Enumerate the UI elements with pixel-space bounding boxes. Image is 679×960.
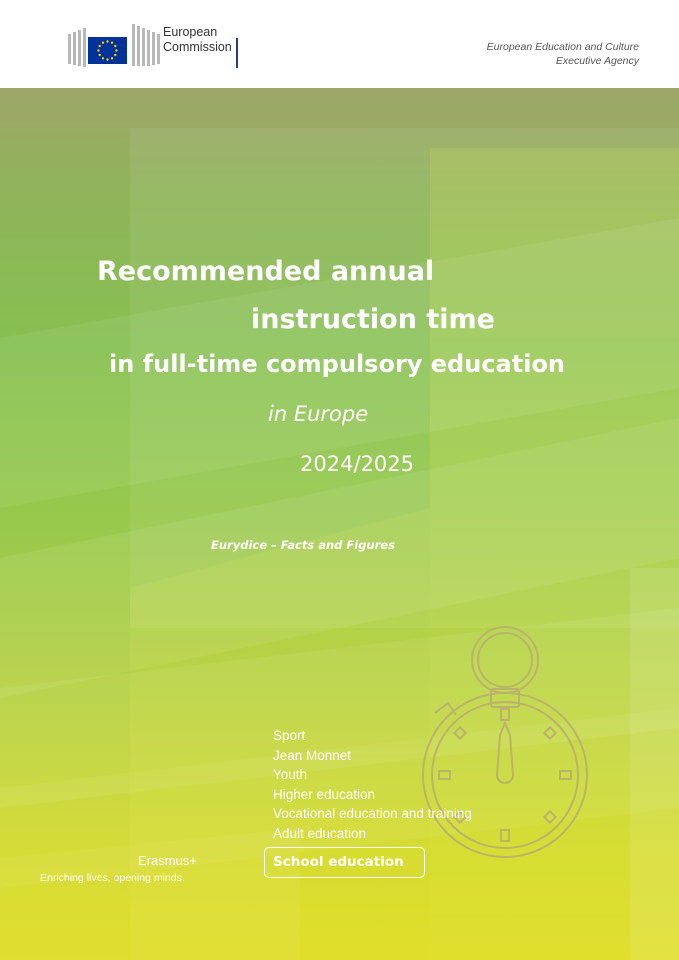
sector-item: Adult education xyxy=(273,825,367,841)
agency-name xyxy=(487,40,639,68)
year: 2024/2025 xyxy=(300,452,414,476)
eu-star xyxy=(97,49,99,51)
eu-star xyxy=(111,57,113,59)
series-name: Eurydice – Facts and Figures xyxy=(211,538,395,552)
eu-star xyxy=(102,42,104,44)
sector-item: Vocational education and training xyxy=(273,806,472,821)
agency-line-1: European Education and Culture xyxy=(486,41,639,53)
sector-list xyxy=(273,726,472,843)
subtitle: in Europe xyxy=(268,402,369,426)
sector-item: Jean Monnet xyxy=(273,747,352,763)
title-line-1: Recommended annual xyxy=(97,256,435,287)
title-line-3: in full-time compulsory education xyxy=(109,350,566,378)
sector-item: Sport xyxy=(273,728,306,743)
eu-star xyxy=(114,54,116,56)
commission-wordmark xyxy=(163,25,232,55)
eu-star xyxy=(106,58,108,60)
sector-item: Higher education xyxy=(273,786,376,802)
eu-star xyxy=(106,40,108,42)
title-line-2: instruction time xyxy=(251,304,495,335)
eu-star xyxy=(111,42,113,44)
programme-tagline: Enriching lives, opening minds. xyxy=(40,872,185,884)
eu-star xyxy=(99,54,101,56)
logo-line-2: Commission xyxy=(163,40,232,54)
eu-flag-icon xyxy=(68,20,160,68)
eu-star xyxy=(99,45,101,47)
eu-star xyxy=(115,49,117,51)
logo-line-1: European xyxy=(163,25,218,39)
eu-star xyxy=(102,57,104,59)
european-commission-logo xyxy=(68,20,243,68)
programme-name: Erasmus+ xyxy=(138,853,197,868)
header xyxy=(0,0,679,88)
logo-divider xyxy=(236,38,238,68)
sector-item: Youth xyxy=(273,767,308,782)
highlighted-sector: School education xyxy=(264,847,425,878)
agency-line-2: Executive Agency xyxy=(555,55,639,67)
eu-star xyxy=(114,45,116,47)
